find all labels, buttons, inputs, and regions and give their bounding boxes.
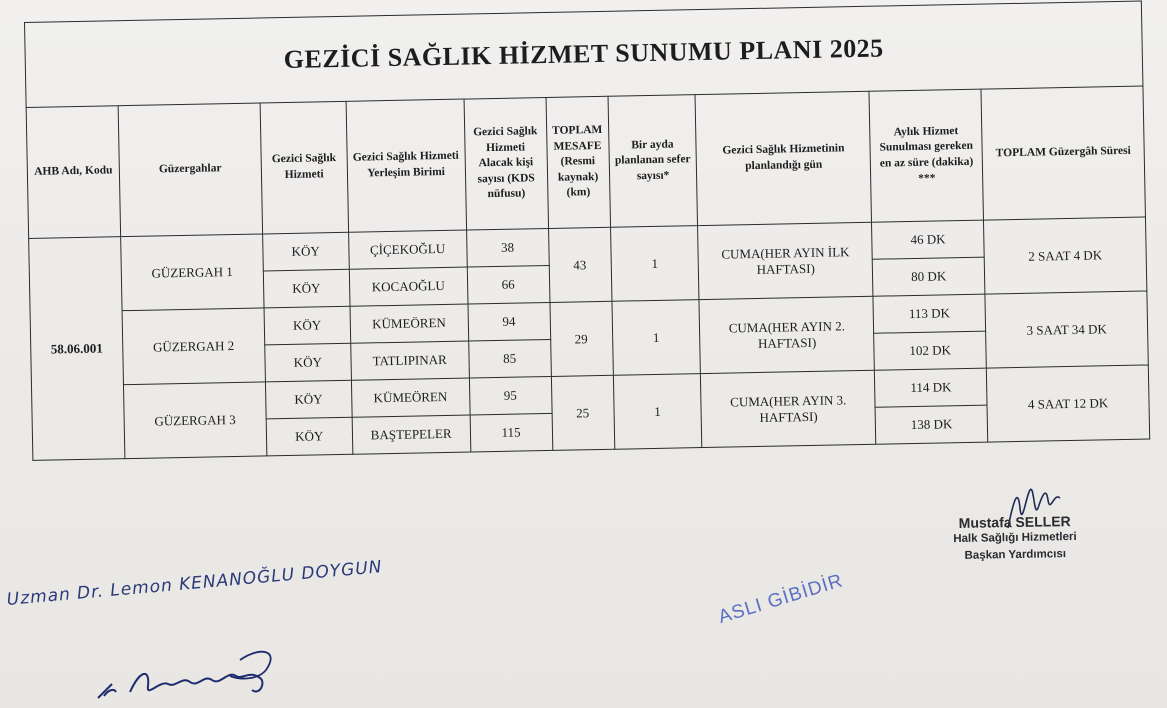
people-cell: 38 [466,228,549,267]
header-distance: TOPLAM MESAFE (Resmi kaynak) (km) [546,96,610,228]
unit-cell: TATLIPINAR [350,341,469,380]
service-cell: KÖY [263,269,350,308]
people-cell: 94 [468,302,551,341]
header-routes: Güzergahlar [118,103,262,237]
people-cell: 66 [467,265,550,304]
service-cell: KÖY [264,306,351,345]
unit-cell: KÜMEÖREN [350,304,469,343]
minutes-cell: 102 DK [874,331,987,370]
service-cell: KÖY [266,417,353,456]
people-cell: 115 [470,413,553,452]
unit-cell: BAŞTEPELER [352,415,471,454]
day-cell: CUMA(HER AYIN 2. HAFTASI) [699,296,874,373]
signatory-title-line2: Başkan Yardımcısı [964,548,1067,563]
ahb-code: 58.06.001 [29,237,125,461]
service-cell: KÖY [265,380,352,419]
people-cell: 85 [468,339,551,378]
service-cell: KÖY [262,232,349,271]
people-cell: 95 [469,376,552,415]
total-time-cell: 4 SAAT 12 DK [986,365,1149,442]
distance-cell: 43 [548,227,611,302]
total-time-cell: 3 SAAT 34 DK [985,291,1148,368]
signatory-name: Mustafa SELLER [958,513,1071,531]
header-people: Gezici Sağlık Hizmeti Alacak kişi sayısı (KDS nüfusu) [464,98,548,231]
minutes-cell: 138 DK [875,405,988,444]
service-cell: KÖY [265,343,352,382]
day-cell: CUMA(HER AYIN 3. HAFTASI) [701,370,876,447]
signatory-title-line1: Halk Sağlığı Hizmetleri [953,530,1077,546]
route-name: GÜZERGAH 3 [123,382,266,459]
certified-copy-stamp: ASLI GİBİDİR [716,570,846,629]
header-day: Gezici Sağlık Hizmetinin planlandığı gün [695,91,871,225]
trips-cell: 1 [613,374,702,450]
handwritten-name: Uzman Dr. Lemon KENANOĞLU DOYGUN [6,557,384,610]
header-trips: Bir ayda planlanan sefer sayısı* [608,95,698,228]
minutes-cell: 80 DK [872,257,985,296]
header-total-time: TOPLAM Güzergâh Süresi [981,86,1145,220]
signature-block [940,513,1091,566]
minutes-cell: 113 DK [873,294,986,333]
handwritten-signature-icon [90,640,290,706]
trips-cell: 1 [610,226,699,302]
distance-cell: 29 [550,301,613,376]
minutes-cell: 114 DK [875,368,988,407]
header-ahb: AHB Adı, Kodu [26,106,120,239]
route-name: GÜZERGAH 1 [121,234,264,311]
distance-cell: 25 [551,375,614,450]
document-title: GEZİCİ SAĞLIK HİZMET SUNUMU PLANI 2025 [25,1,1143,107]
plan-table [24,1,1150,461]
route-name: GÜZERGAH 2 [122,308,265,385]
unit-cell: KOCAOĞLU [349,267,468,306]
header-minutes: Aylık Hizmet Sunulması gereken en az süre (dakika) *** [869,89,983,222]
total-time-cell: 2 SAAT 4 DK [984,217,1147,294]
unit-cell: ÇİÇEKOĞLU [348,230,467,269]
minutes-cell: 46 DK [872,220,985,259]
plan-table-wrapper [24,1,1150,461]
trips-cell: 1 [612,300,701,376]
unit-cell: KÜMEÖREN [351,378,470,417]
day-cell: CUMA(HER AYIN İLK HAFTASI) [698,222,873,299]
header-service: Gezici Sağlık Hizmeti [260,101,348,234]
header-unit: Gezici Sağlık Hizmeti Yerleşim Birimi [346,99,466,232]
